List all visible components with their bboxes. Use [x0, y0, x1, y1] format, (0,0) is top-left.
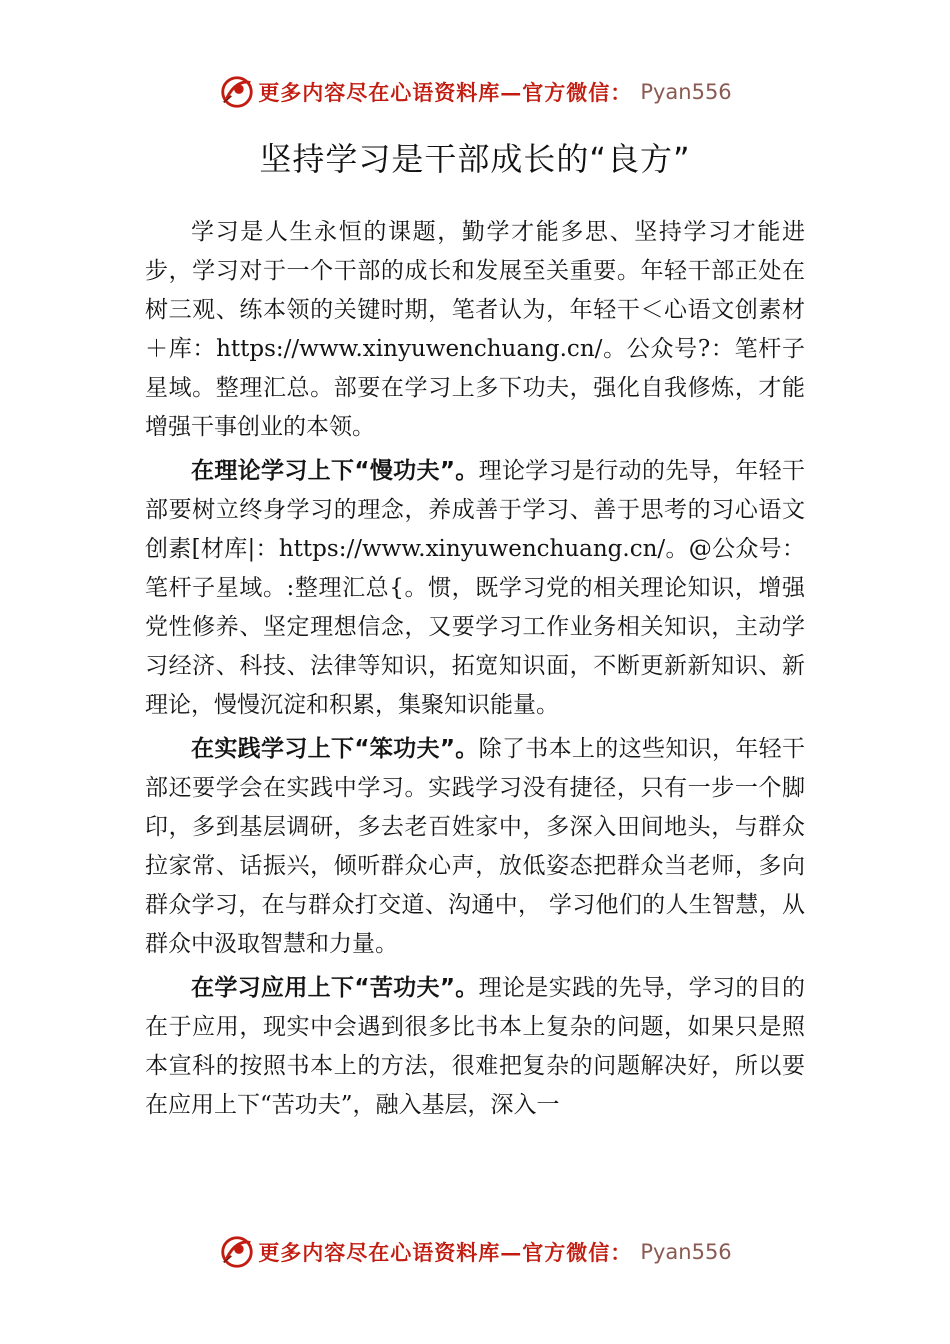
- header-banner: [0, 72, 950, 112]
- paragraph-application: [145, 969, 805, 1125]
- paragraph-text: 除了书本上的这些知识，年轻干部还要学会在实践中学习。实践学习没有捷径，只有一步一个脚印，多到基层调研，多去老百姓家中，多深入田间地头，与群众拉家常、话振兴，倾听群众心声，放低姿态把群众当老师，多向群众学习，在与群众打交道、沟通中， 学习他们的人生智慧，从群众中汲取智慧和力量。: [145, 736, 806, 957]
- banner-text: 更多内容尽在心语资料库—官方微信：: [258, 80, 633, 105]
- flower-logo-icon: [218, 1233, 256, 1271]
- paragraph-text: 理论是实践的先导，学习的目的在于应用，现实中会遇到很多比书本上复杂的问题，如果只是照本宣科的按照书本上的方法，很难把复杂的问题解决好，所以要在应用上下“苦功夫”，融入基层，深入一: [145, 975, 806, 1118]
- paragraph-lead: 在理论学习上下“慢功夫”。: [191, 458, 479, 484]
- paragraph-theory: [145, 452, 805, 725]
- wechat-id: Pyan556: [640, 1240, 732, 1264]
- paragraph-practice: [145, 730, 805, 964]
- paragraph-lead: 在实践学习上下“笨功夫”。: [191, 736, 479, 762]
- footer-banner: [0, 1232, 950, 1272]
- flower-logo-icon: [218, 73, 256, 111]
- banner-text: 更多内容尽在心语资料库—官方微信：: [258, 1240, 633, 1265]
- page-title: 坚持学习是干部成长的“良方”: [259, 140, 691, 178]
- paragraph-lead: 在学习应用上下“苦功夫”。: [191, 975, 479, 1001]
- paragraph-intro: [145, 213, 805, 447]
- paragraph-text: 理论学习是行动的先导，年轻干部要树立终身学习的理念，养成善于学习、善于思考的习心语文创素[材库|：https://www.xinyuwenchuang.cn/。@公众号：笔杆子星域。:整理汇总{。惯，既学习党的相关理论知识，增强党性修养、坚定理想信念，又要学习工作业务相关知识，主动学习经济、科技、法律等知识，拓宽知识面，不断更新新知识、新理论，慢慢沉淀和积累，集聚知识能量。: [145, 458, 806, 718]
- document-body: [145, 213, 805, 1130]
- paragraph-text: 学习是人生永恒的课题，勤学才能多思、坚持学习才能进步，学习对于一个干部的成长和发展至关重要。年轻干部正处在树三观、练本领的关键时期，笔者认为，年轻干＜心语文创素材＋库：https://www.xinyuwenchuang.cn/。公众号?：笔杆子星域。整理汇总。部要在学习上多下功夫，强化自我修炼，才能增强干事创业的本领。: [145, 219, 805, 440]
- wechat-id: Pyan556: [640, 80, 732, 104]
